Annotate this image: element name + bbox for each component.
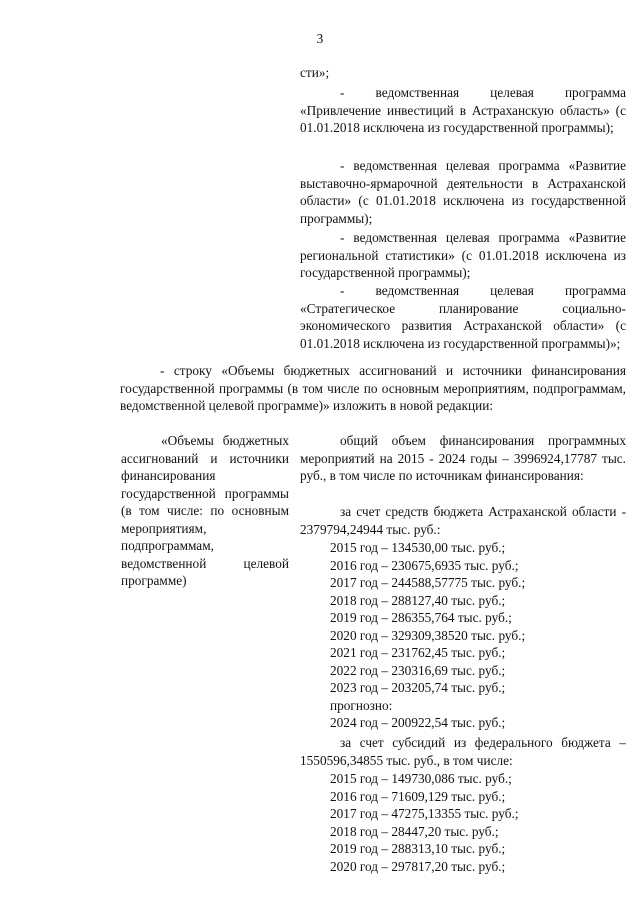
federal-years-list: [300, 770, 626, 875]
program-item-exhibitions: - ведомственная целевая программа «Развитие выставочно-ярмарочной деятельности в Астраханской области» (с 01.01.2018 исключена из государственной программы);: [300, 158, 626, 226]
page-number: 3: [316, 31, 324, 46]
regional-year-2015: 2015 год – 134530,00 тыс. руб.;: [330, 540, 506, 555]
program-item-investments: - ведомственная целевая программа «Привлечение инвестиций в Астраханскую область» (с 01.01.2018 исключена из государственной программы);: [300, 85, 626, 135]
regional-year-2019: 2019 год – 286355,764 тыс. руб.;: [330, 610, 512, 625]
previous-line-end: сти»;: [300, 65, 330, 80]
regional-year-2021: 2021 год – 231762,45 тыс. руб.;: [330, 645, 506, 660]
regional-year-2024: 2024 год – 200922,54 тыс. руб.;: [330, 715, 506, 730]
regional-budget-intro: за счет средств бюджета Астраханской области - 2379794,24944 тыс. руб.:: [300, 504, 626, 537]
row-label-budget-volumes: «Объемы бюджетных ассигнований и источники финансирования государственной программы (в том числе: по основным мероприятиям, подпрограммам, ведомственной целевой программе): [121, 433, 289, 588]
federal-year-2018: 2018 год – 28447,20 тыс. руб.;: [330, 823, 499, 839]
regional-year-2022: 2022 год – 230316,69 тыс. руб.;: [330, 662, 506, 678]
instruction-paragraph: - строку «Объемы бюджетных ассигнований и источники финансирования государственной программы (в том числе по основным мероприятиям, подпрограммам, ведомственной целевой программе)» изложить в новой редакции:: [120, 363, 626, 413]
regional-year-2018: 2018 год – 288127,40 тыс. руб.;: [330, 592, 506, 608]
federal-year-2017: 2017 год – 47275,13355 тыс. руб.;: [330, 806, 519, 821]
regional-year-2016: 2016 год – 230675,6935 тыс. руб.;: [330, 557, 519, 573]
program-item-strategic-planning: - ведомственная целевая программа «Стратегическое планирование социально-экономического развития Астраханской области» (с 01.01.2018 исключена из государственной программы)»;: [300, 283, 626, 351]
federal-year-2020: 2020 год – 297817,20 тыс. руб.;: [330, 858, 506, 874]
forecast-label: прогнозно:: [330, 697, 393, 713]
federal-year-2015: 2015 год – 149730,086 тыс. руб.;: [330, 771, 512, 786]
regional-year-2017: 2017 год – 244588,57775 тыс. руб.;: [330, 575, 526, 590]
federal-year-2019: 2019 год – 288313,10 тыс. руб.;: [330, 841, 506, 856]
total-financing: общий объем финансирования программных мероприятий на 2015 - 2024 годы – 3996924,17787 тыс. руб., в том числе по источникам финансирования:: [300, 433, 626, 483]
federal-subsidies-intro: за счет субсидий из федерального бюджета – 1550596,34855 тыс. руб., в том числе:: [300, 735, 626, 768]
regional-year-2023: 2023 год – 203205,74 тыс. руб.;: [330, 680, 506, 695]
program-item-statistics: - ведомственная целевая программа «Развитие региональной статистики» (с 01.01.2018 исключена из государственной программы);: [300, 230, 626, 280]
regional-years-list: [300, 539, 626, 732]
regional-year-2020: 2020 год – 329309,38520 тыс. руб.;: [330, 627, 526, 643]
federal-year-2016: 2016 год – 71609,129 тыс. руб.;: [330, 788, 506, 804]
